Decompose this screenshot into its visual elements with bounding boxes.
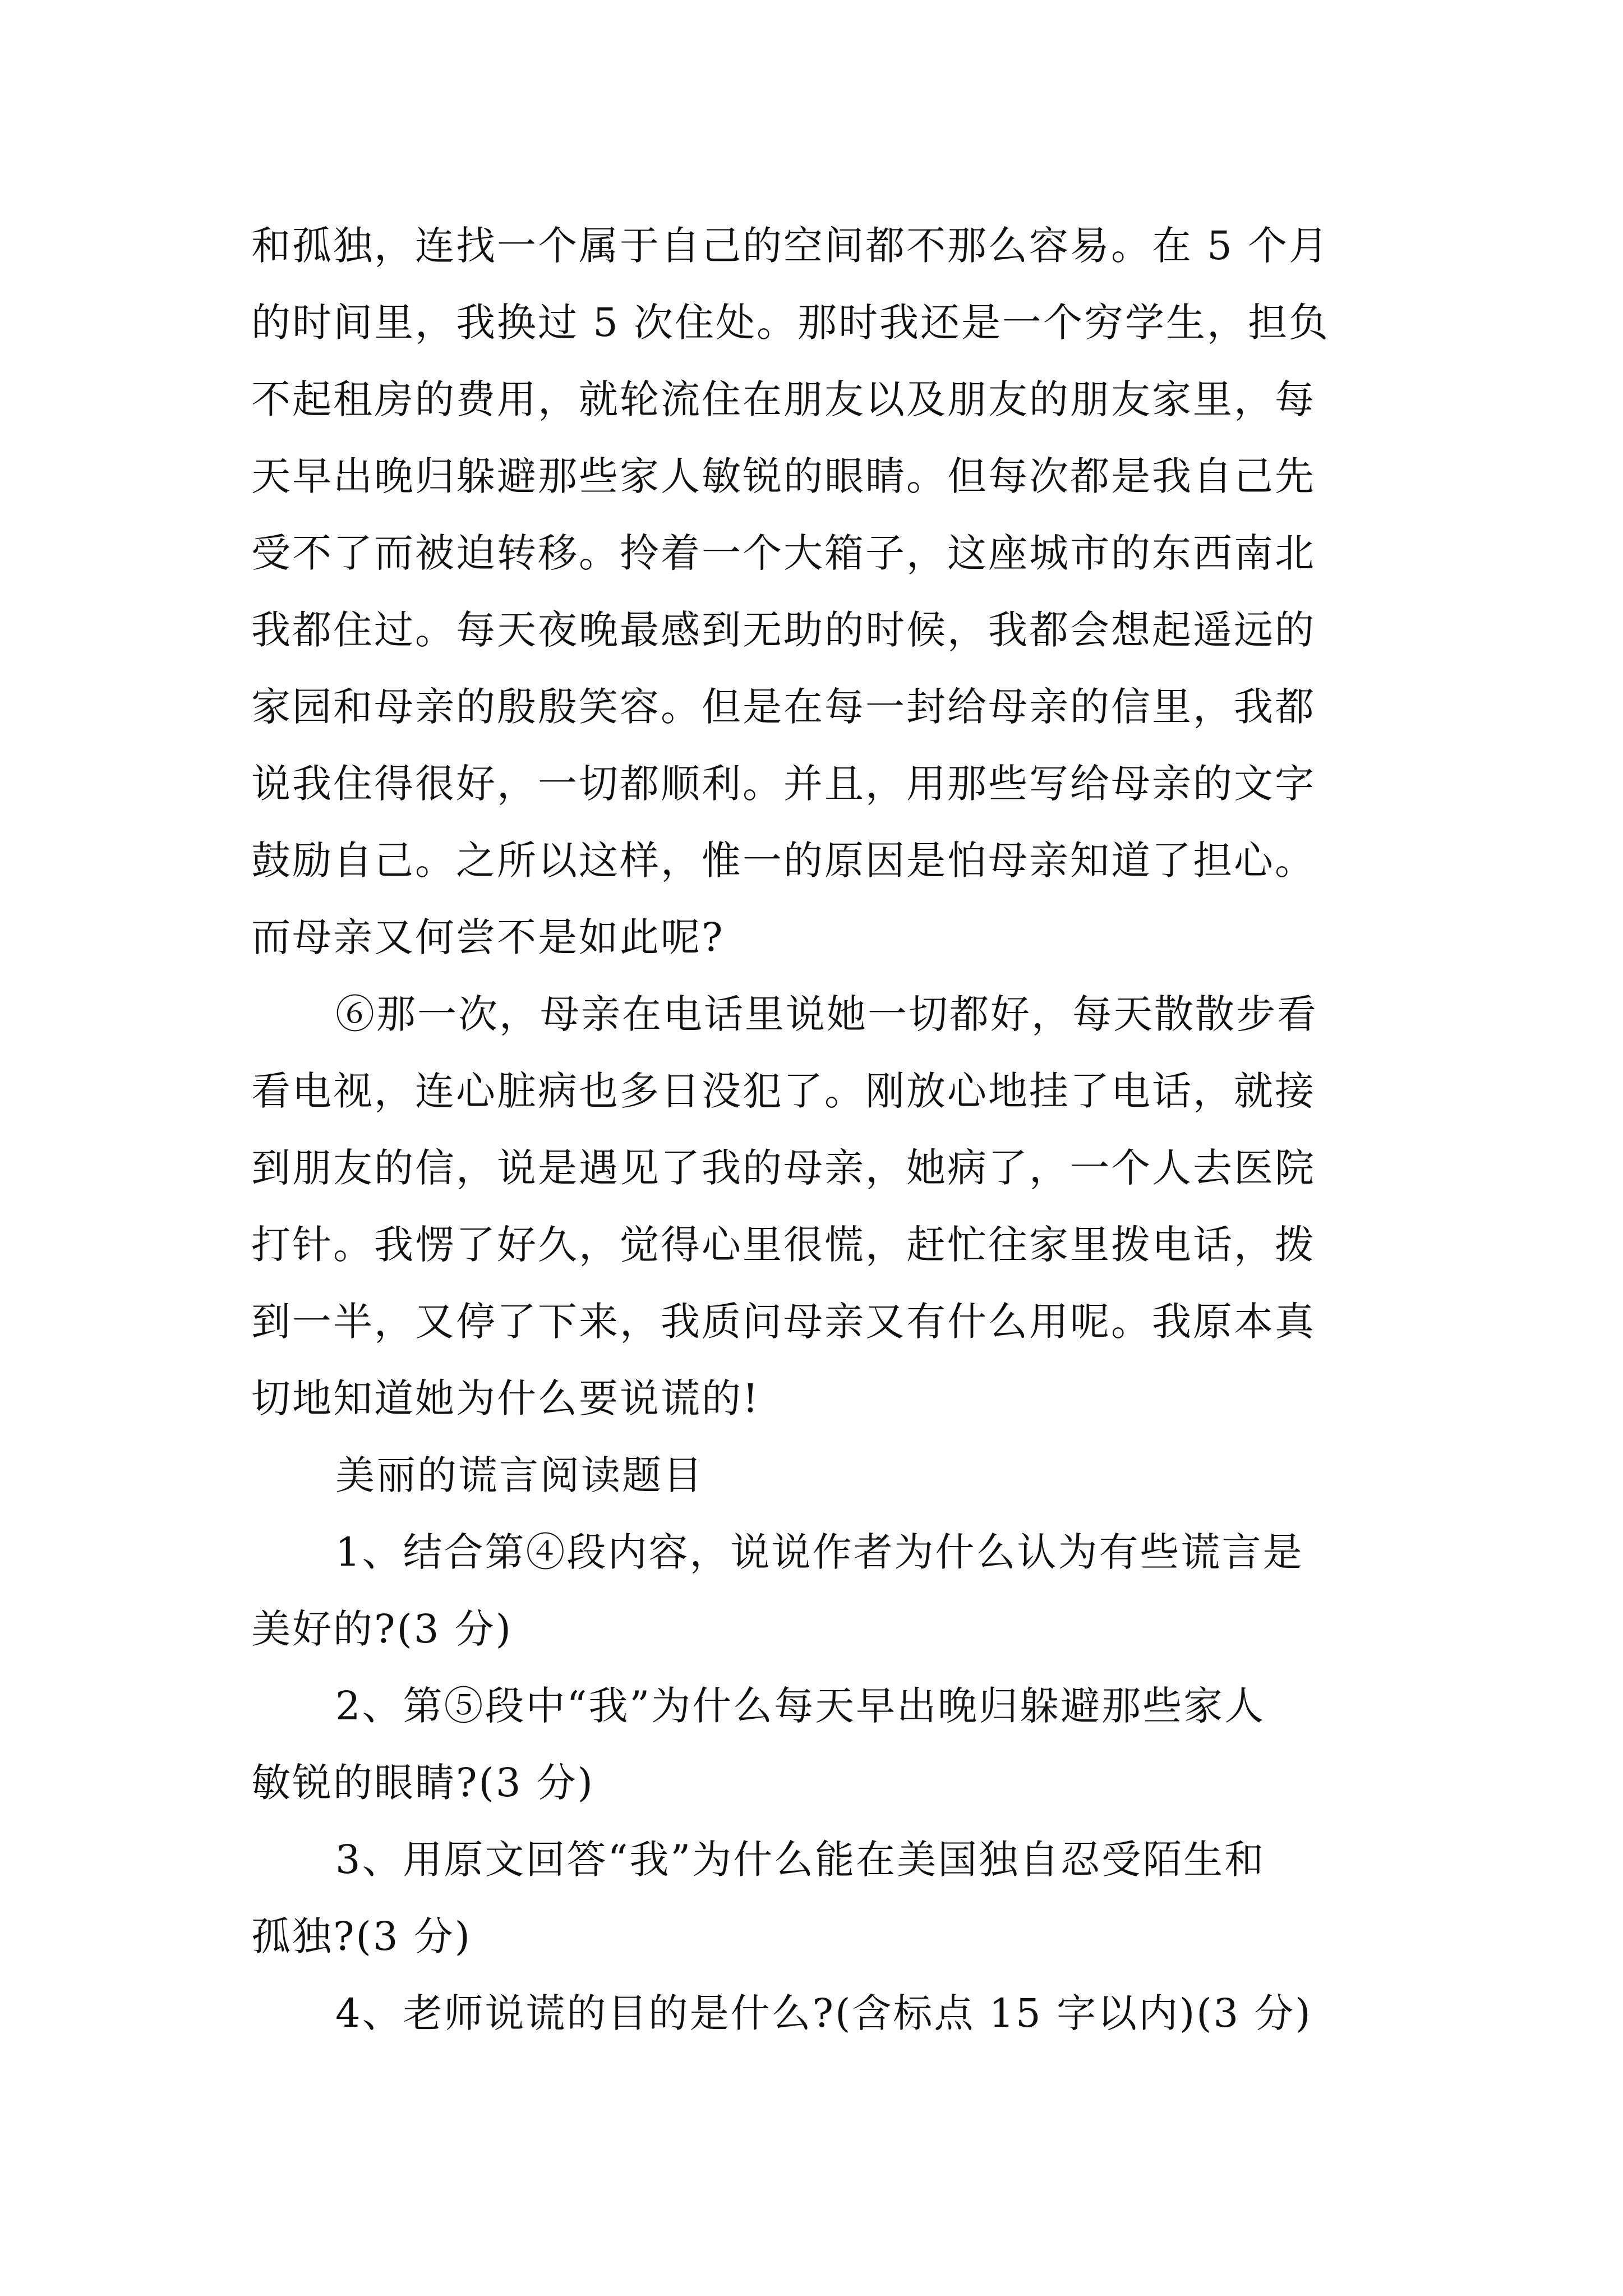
question-3-line: 3、用原文回答“我”为什么能在美国独自忍受陌生和 [335, 1837, 1266, 1883]
question-1-line: 1、结合第④段内容，说说作者为什么认为有些谎言是 [335, 1529, 1304, 1575]
paragraph-line: 的时间里，我换过 5 次住处。那时我还是一个穷学生，担负 [251, 300, 1330, 346]
paragraph-line: 而母亲又何尝不是如此呢? [251, 914, 725, 960]
paragraph-line: 打针。我愣了好久，觉得心里很慌，赶忙往家里拨电话，拨 [251, 1222, 1316, 1268]
question-2-line: 2、第⑤段中“我”为什么每天早出晚归躲避那些家人 [335, 1683, 1266, 1729]
paragraph-line: 受不了而被迫转移。拎着一个大箱子，这座城市的东西南北 [251, 530, 1316, 576]
paragraph-line: ⑥那一次，母亲在电话里说她一切都好，每天散散步看 [335, 991, 1318, 1037]
paragraph-line: 切地知道她为什么要说谎的! [251, 1375, 760, 1421]
paragraph-line: 说我住得很好，一切都顺利。并且，用那些写给母亲的文字 [251, 761, 1316, 807]
paragraph-line: 不起租房的费用，就轮流住在朋友以及朋友的朋友家里，每 [251, 376, 1316, 422]
paragraph-line: 家园和母亲的殷殷笑容。但是在每一封给母亲的信里，我都 [251, 684, 1316, 730]
paragraph-line: 我都住过。每天夜晚最感到无助的时候，我都会想起遥远的 [251, 607, 1316, 653]
question-4-line: 4、老师说谎的目的是什么?(含标点 15 字以内)(3 分) [335, 1990, 1312, 2036]
paragraph-line: 到一半，又停了下来，我质问母亲又有什么用呢。我原本真 [251, 1299, 1316, 1345]
question-2-line: 敏锐的眼睛?(3 分) [251, 1760, 594, 1806]
question-3-line: 孤独?(3 分) [251, 1913, 472, 1959]
paragraph-line: 鼓励自己。之所以这样，惟一的原因是怕母亲知道了担心。 [251, 838, 1316, 884]
paragraph-line: 到朋友的信，说是遇见了我的母亲，她病了，一个人去医院 [251, 1145, 1316, 1191]
section-title: 美丽的谎言阅读题目 [335, 1452, 704, 1498]
paragraph-line: 天早出晚归躲避那些家人敏锐的眼睛。但每次都是我自己先 [251, 453, 1316, 499]
question-1-line: 美好的?(3 分) [251, 1606, 513, 1652]
paragraph-line: 和孤独，连找一个属于自己的空间都不那么容易。在 5 个月 [251, 223, 1330, 269]
paragraph-line: 看电视，连心脏病也多日没犯了。刚放心地挂了电话，就接 [251, 1068, 1316, 1114]
